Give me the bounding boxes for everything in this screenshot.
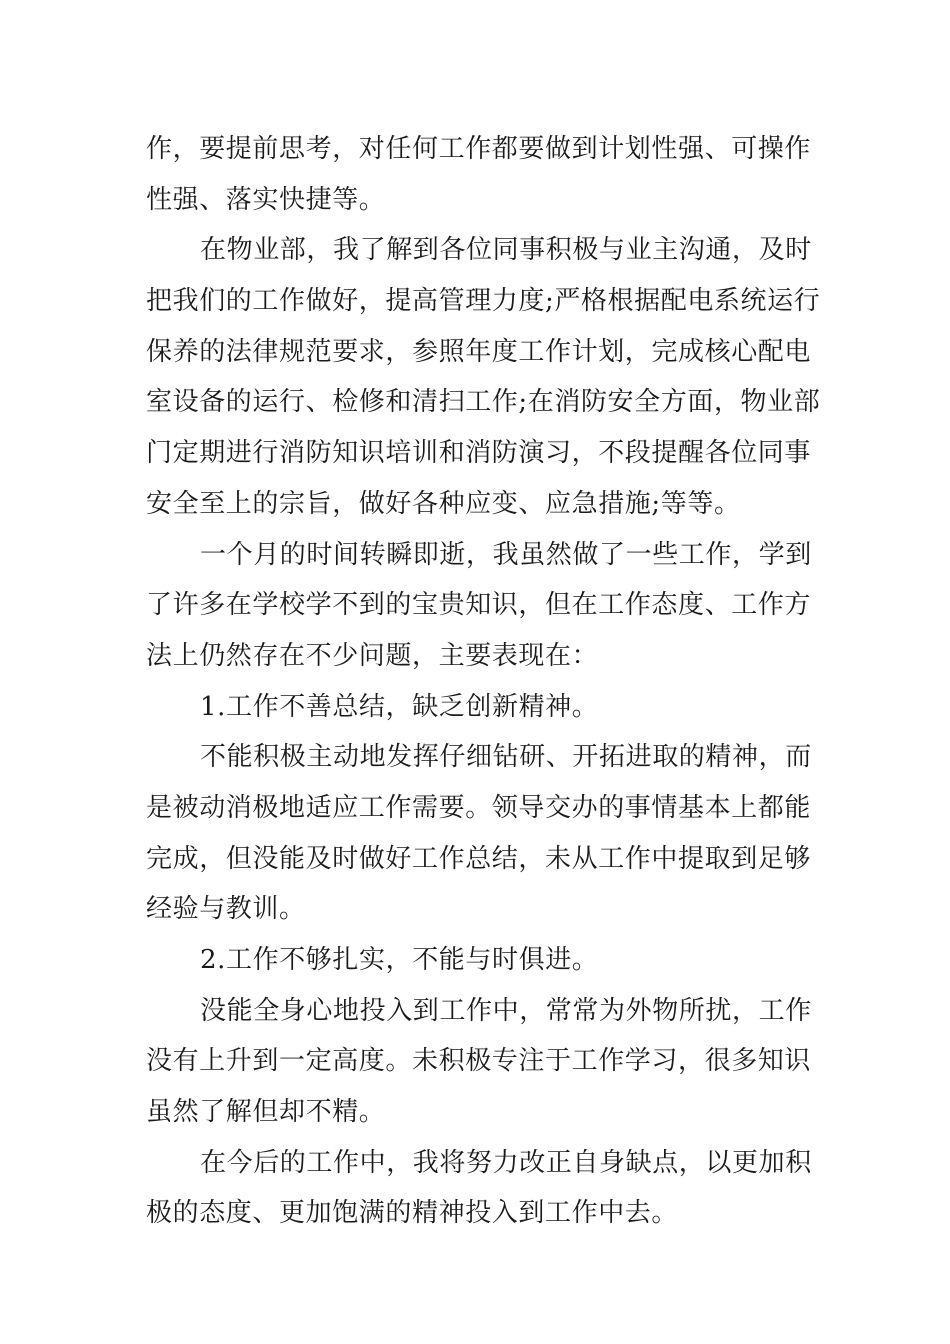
paragraph (146, 530, 810, 682)
list-heading (146, 682, 810, 733)
text-line: 虽然了解但却不精。 (146, 1097, 386, 1128)
text-line: 保养的法律规范要求，参照年度工作计划，完成核心配电 (146, 336, 812, 367)
text-line: 把我们的工作做好，提高管理力度;严格根据配电系统运行 (146, 286, 821, 317)
text-line: 一个月的时间转瞬即逝，我虽然做了一些工作，学到 (200, 539, 812, 570)
text-line: 是被动消极地适应工作需要。领导交办的事情基本上都能 (146, 792, 812, 823)
document-body (146, 124, 821, 1239)
text-line: 了许多在学校学不到的宝贵知识，但在工作态度、工作方 (146, 590, 812, 621)
text-line: 经验与教训。 (146, 894, 306, 925)
text-line: 性强、落实快捷等。 (146, 184, 386, 215)
text-line: 没有上升到一定高度。未积极专注于工作学习，很多知识 (146, 1046, 812, 1077)
text-line: 完成，但没能及时做好工作总结，未从工作中提取到足够 (146, 843, 812, 874)
paragraph (146, 124, 810, 225)
paragraph (146, 986, 810, 1138)
text-line: 安全至上的宗旨，做好各种应变、应急措施;等等。 (146, 488, 741, 519)
paragraph (146, 225, 821, 529)
text-line: 室设备的运行、检修和清扫工作;在消防安全方面，物业部 (146, 387, 821, 418)
text-line: 1.工作不善总结，缺乏创新精神。 (200, 691, 599, 722)
text-line: 门定期进行消防知识培训和消防演习，不段提醒各位同事 (146, 438, 812, 469)
paragraph (146, 1138, 810, 1239)
text-line: 2.工作不够扎实，不能与时俱进。 (200, 945, 599, 975)
text-line: 不能积极主动地发挥仔细钻研、开拓进取的精神，而 (200, 742, 812, 773)
text-line: 在今后的工作中，我将努力改正自身缺点，以更加积 (200, 1147, 812, 1178)
text-line: 没能全身心地投入到工作中，常常为外物所扰，工作 (200, 995, 812, 1026)
paragraph (146, 732, 810, 935)
text-line: 法上仍然存在不少问题，主要表现在： (146, 640, 599, 671)
list-heading (146, 935, 810, 986)
text-line: 在物业部，我了解到各位同事积极与业主沟通，及时 (200, 235, 812, 266)
text-line: 作，要提前思考，对任何工作都要做到计划性强、可操作 (146, 134, 812, 164)
text-line: 极的态度、更加饱满的精神投入到工作中去。 (146, 1198, 679, 1229)
